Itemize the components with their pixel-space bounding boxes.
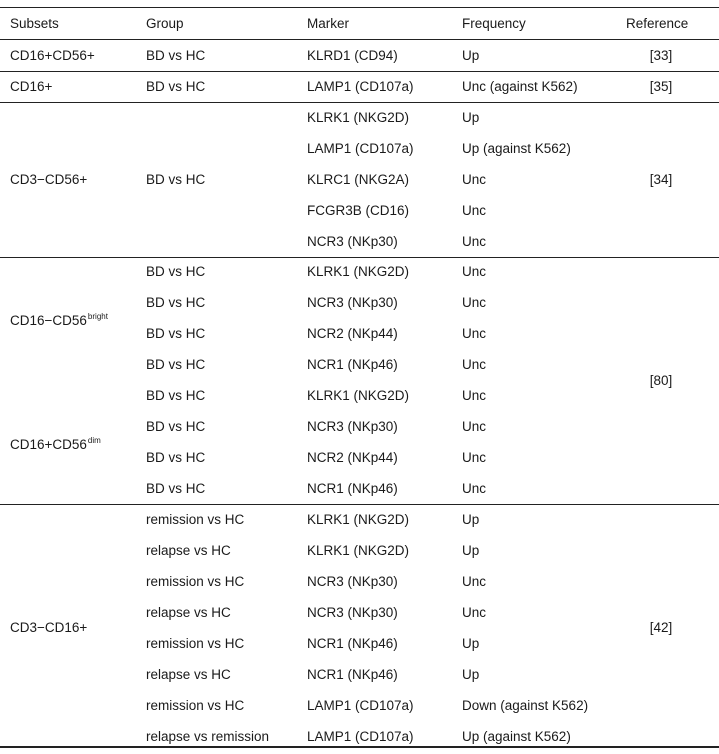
subset-label [10, 437, 101, 455]
frequency-cell: Unc [462, 264, 487, 279]
group-cell: BD vs HC [146, 450, 206, 465]
marker-cell: LAMP1 (CD107a) [307, 79, 414, 94]
group-cell: relapse vs remission [146, 729, 270, 744]
header-reference: Reference [626, 16, 689, 31]
frequency-cell: Up [462, 48, 480, 63]
marker-cell: KLRK1 (NKG2D) [307, 388, 410, 403]
marker-cell: NCR1 (NKp46) [307, 481, 398, 496]
group-cell: BD vs HC [146, 388, 206, 403]
frequency-cell: Up [462, 636, 480, 651]
group-cell: remission vs HC [146, 698, 245, 713]
section-divider [0, 102, 719, 103]
section-divider [0, 504, 719, 505]
group-cell: remission vs HC [146, 574, 245, 589]
frequency-cell: Down (against K562) [462, 698, 589, 713]
frequency-cell: Up (against K562) [462, 729, 571, 744]
bottom-rule [0, 746, 719, 748]
subset-label: CD3−CD16+ [10, 620, 88, 635]
group-cell: relapse vs HC [146, 543, 231, 558]
marker-cell: NCR1 (NKp46) [307, 357, 398, 372]
header-subsets: Subsets [10, 16, 59, 31]
marker-cell: KLRK1 (NKG2D) [307, 543, 410, 558]
header-rule [0, 39, 719, 40]
frequency-cell: Up [462, 110, 480, 125]
frequency-cell: Unc [462, 605, 487, 620]
reference-cell: [42] [649, 620, 673, 635]
marker-cell: KLRK1 (NKG2D) [307, 264, 410, 279]
group-cell: BD vs HC [146, 172, 206, 187]
group-cell: BD vs HC [146, 481, 206, 496]
marker-cell: KLRK1 (NKG2D) [307, 110, 410, 125]
reference-cell: [33] [649, 48, 673, 63]
frequency-cell: Up [462, 667, 480, 682]
subset-label [10, 313, 108, 331]
frequency-cell: Up [462, 512, 480, 527]
group-cell: BD vs HC [146, 264, 206, 279]
reference-cell: [80] [649, 373, 673, 388]
marker-cell: NCR3 (NKp30) [307, 419, 398, 434]
section-divider [0, 257, 719, 258]
frequency-cell: Unc [462, 326, 487, 341]
marker-cell: LAMP1 (CD107a) [307, 141, 414, 156]
subset-superscript: dim [87, 436, 101, 445]
frequency-cell: Unc [462, 419, 487, 434]
top-rule [0, 7, 719, 8]
frequency-cell: Unc [462, 203, 487, 218]
header-marker: Marker [307, 16, 350, 31]
group-cell: BD vs HC [146, 295, 206, 310]
group-cell: BD vs HC [146, 357, 206, 372]
subset-base: CD16+CD56 [10, 437, 87, 452]
subset-label: CD16+ [10, 79, 53, 94]
frequency-cell: Unc [462, 357, 487, 372]
frequency-cell: Unc [462, 388, 487, 403]
subset-label: CD16+CD56+ [10, 48, 95, 63]
marker-cell: LAMP1 (CD107a) [307, 698, 414, 713]
frequency-cell: Unc [462, 172, 487, 187]
frequency-cell: Up (against K562) [462, 141, 571, 156]
marker-cell: LAMP1 (CD107a) [307, 729, 414, 744]
group-cell: BD vs HC [146, 79, 206, 94]
header-frequency: Frequency [462, 16, 526, 31]
frequency-cell: Up [462, 543, 480, 558]
group-cell: BD vs HC [146, 419, 206, 434]
data-table [0, 7, 719, 753]
marker-cell: NCR3 (NKp30) [307, 605, 398, 620]
subset-label: CD3−CD56+ [10, 172, 88, 187]
frequency-cell: Unc [462, 574, 487, 589]
marker-cell: NCR3 (NKp30) [307, 234, 398, 249]
marker-cell: NCR2 (NKp44) [307, 450, 398, 465]
marker-cell: FCGR3B (CD16) [307, 203, 410, 218]
subset-base: CD16−CD56 [10, 313, 87, 328]
frequency-cell: Unc [462, 450, 487, 465]
marker-cell: NCR3 (NKp30) [307, 574, 398, 589]
marker-cell: NCR1 (NKp46) [307, 667, 398, 682]
reference-cell: [35] [649, 79, 673, 94]
marker-cell: NCR3 (NKp30) [307, 295, 398, 310]
group-cell: remission vs HC [146, 512, 245, 527]
group-cell: BD vs HC [146, 326, 206, 341]
marker-cell: NCR1 (NKp46) [307, 636, 398, 651]
subset-superscript: bright [87, 312, 108, 321]
reference-cell: [34] [649, 172, 673, 187]
header-group: Group [146, 16, 184, 31]
marker-cell: KLRD1 (CD94) [307, 48, 398, 63]
frequency-cell: Unc [462, 234, 487, 249]
frequency-cell: Unc [462, 481, 487, 496]
frequency-cell: Unc [462, 295, 487, 310]
group-cell: remission vs HC [146, 636, 245, 651]
marker-cell: KLRC1 (NKG2A) [307, 172, 410, 187]
group-cell: relapse vs HC [146, 667, 231, 682]
group-cell: BD vs HC [146, 48, 206, 63]
group-cell: relapse vs HC [146, 605, 231, 620]
marker-cell: KLRK1 (NKG2D) [307, 512, 410, 527]
marker-cell: NCR2 (NKp44) [307, 326, 398, 341]
section-divider [0, 71, 719, 72]
frequency-cell: Unc (against K562) [462, 79, 578, 94]
